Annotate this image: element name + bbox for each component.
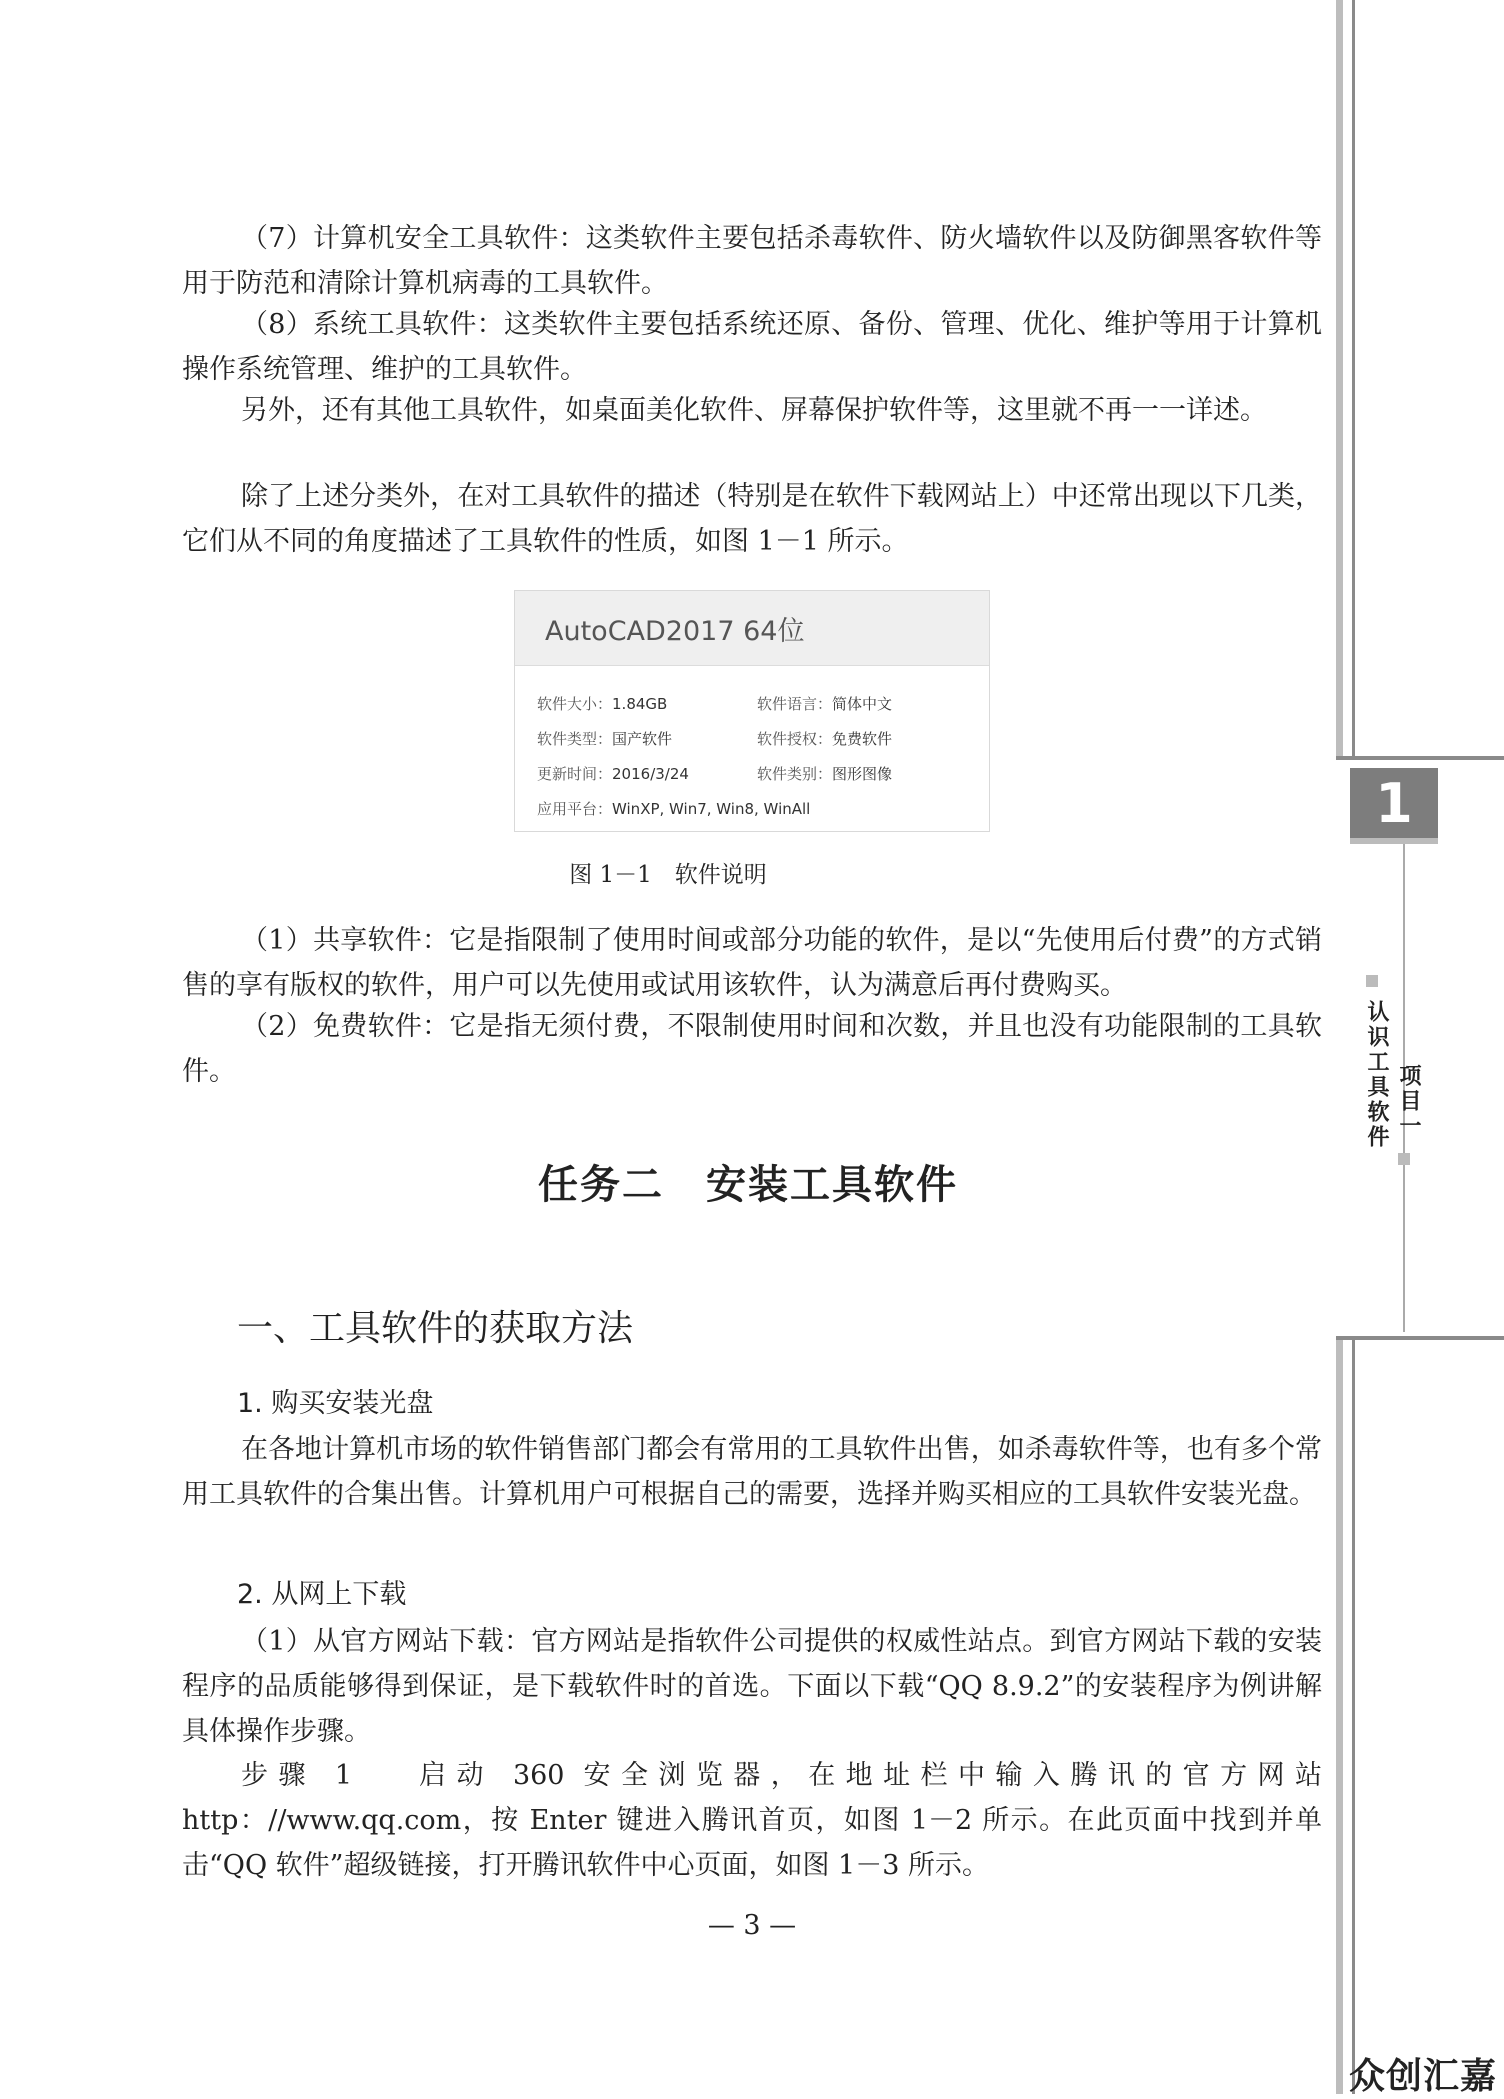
subsection-title-cd: 1. 购买安装光盘 — [237, 1388, 434, 1419]
paragraph-freeware: （2）免费软件：它是指无须付费，不限制使用时间和次数，并且也没有功能限制的工具软件。 — [182, 1011, 1322, 1087]
paragraph-categories-intro: 除了上述分类外，在对工具软件的描述（特别是在软件下载网站上）中还常出现以下几类，它们从不同的角度描述了工具软件的性质，如图 1－1 所示。 — [182, 481, 1322, 557]
paragraph-system-tools: （8）系统工具软件：这类软件主要包括系统还原、备份、管理、优化、维护等用于计算机操作系统管理、维护的工具软件。 — [182, 309, 1322, 385]
project-badge — [1350, 768, 1438, 844]
chapter-label: 认识工具软件 — [1364, 1000, 1389, 1150]
paragraph-buy-cd: 在各地计算机市场的软件销售部门都会有常用的工具软件出售，如杀毒软件等，也有多个常用工具软件的合集出售。计算机用户可根据自己的需要，选择并购买相应的工具软件安装光盘。 — [182, 1434, 1322, 1510]
watermark-logo: 众创汇嘉 — [1349, 2056, 1498, 2097]
side-rule — [1336, 1336, 1504, 1340]
figure-row — [537, 693, 977, 728]
side-rule — [1336, 756, 1504, 760]
figure-info-grid — [537, 693, 977, 833]
square-marker — [1398, 1153, 1410, 1165]
subsection-title-download: 2. 从网上下载 — [237, 1579, 407, 1610]
info-platform: 应用平台：WinXP, Win7, Win8, WinAll — [537, 800, 811, 818]
info-type: 软件类型：国产软件 — [537, 730, 673, 748]
side-bar-bottom — [1336, 1340, 1343, 2094]
info-category: 软件类别：图形图像 — [757, 765, 893, 783]
side-bar-top — [1336, 0, 1343, 760]
figure-row — [537, 798, 977, 833]
page-number: — 3 — — [707, 1910, 797, 1941]
paragraph-official-site: （1）从官方网站下载：官方网站是指软件公司提供的权威性站点。到官方网站下载的安装程序的品质能够得到保证，是下载软件时的首选。下面以下载“QQ 8.9.2”的安装程序为例讲解具体操作步骤。 — [182, 1626, 1322, 1747]
figure-row — [537, 728, 977, 763]
info-updated: 更新时间：2016/3/24 — [537, 765, 689, 783]
info-language: 软件语言：简体中文 — [757, 695, 893, 713]
task-title: 任务二 安装工具软件 — [538, 1161, 958, 1208]
square-marker — [1366, 975, 1378, 987]
paragraph-other-tools: 另外，还有其他工具软件，如桌面美化软件、屏幕保护软件等，这里就不再一一详述。 — [241, 395, 1267, 426]
section-title: 一、工具软件的获取方法 — [237, 1308, 634, 1349]
project-number: 1 — [1375, 771, 1413, 835]
info-license: 软件授权：免费软件 — [757, 730, 893, 748]
paragraph-shareware: （1）共享软件：它是指限制了使用时间或部分功能的软件，是以“先使用后付费”的方式销售的享有版权的软件，用户可以先使用或试用该软件，认为满意后再付费购买。 — [182, 925, 1322, 1001]
project-label: 项目一 — [1396, 1064, 1421, 1139]
figure-title: AutoCAD2017 64位 — [515, 591, 989, 666]
side-rule — [1352, 1340, 1355, 2094]
info-size: 软件大小：1.84GB — [537, 695, 668, 713]
figure-caption: 图 1－1 软件说明 — [569, 862, 767, 888]
side-rule — [1352, 0, 1355, 760]
software-info-figure — [514, 590, 990, 832]
paragraph-step-1: 步骤 1 启动 360 安全浏览器，在地址栏中输入腾讯的官方网站 http：//www.qq.com，按 Enter 键进入腾讯首页，如图 1－2 所示。在此页面中找到并单击“QQ 软件”超级链接，打开腾讯软件中心页面，如图 1－3 所示。 — [182, 1760, 1322, 1881]
figure-row — [537, 763, 977, 798]
paragraph-security-tools: （7）计算机安全工具软件：这类软件主要包括杀毒软件、防火墙软件以及防御黑客软件等用于防范和清除计算机病毒的工具软件。 — [182, 223, 1322, 299]
